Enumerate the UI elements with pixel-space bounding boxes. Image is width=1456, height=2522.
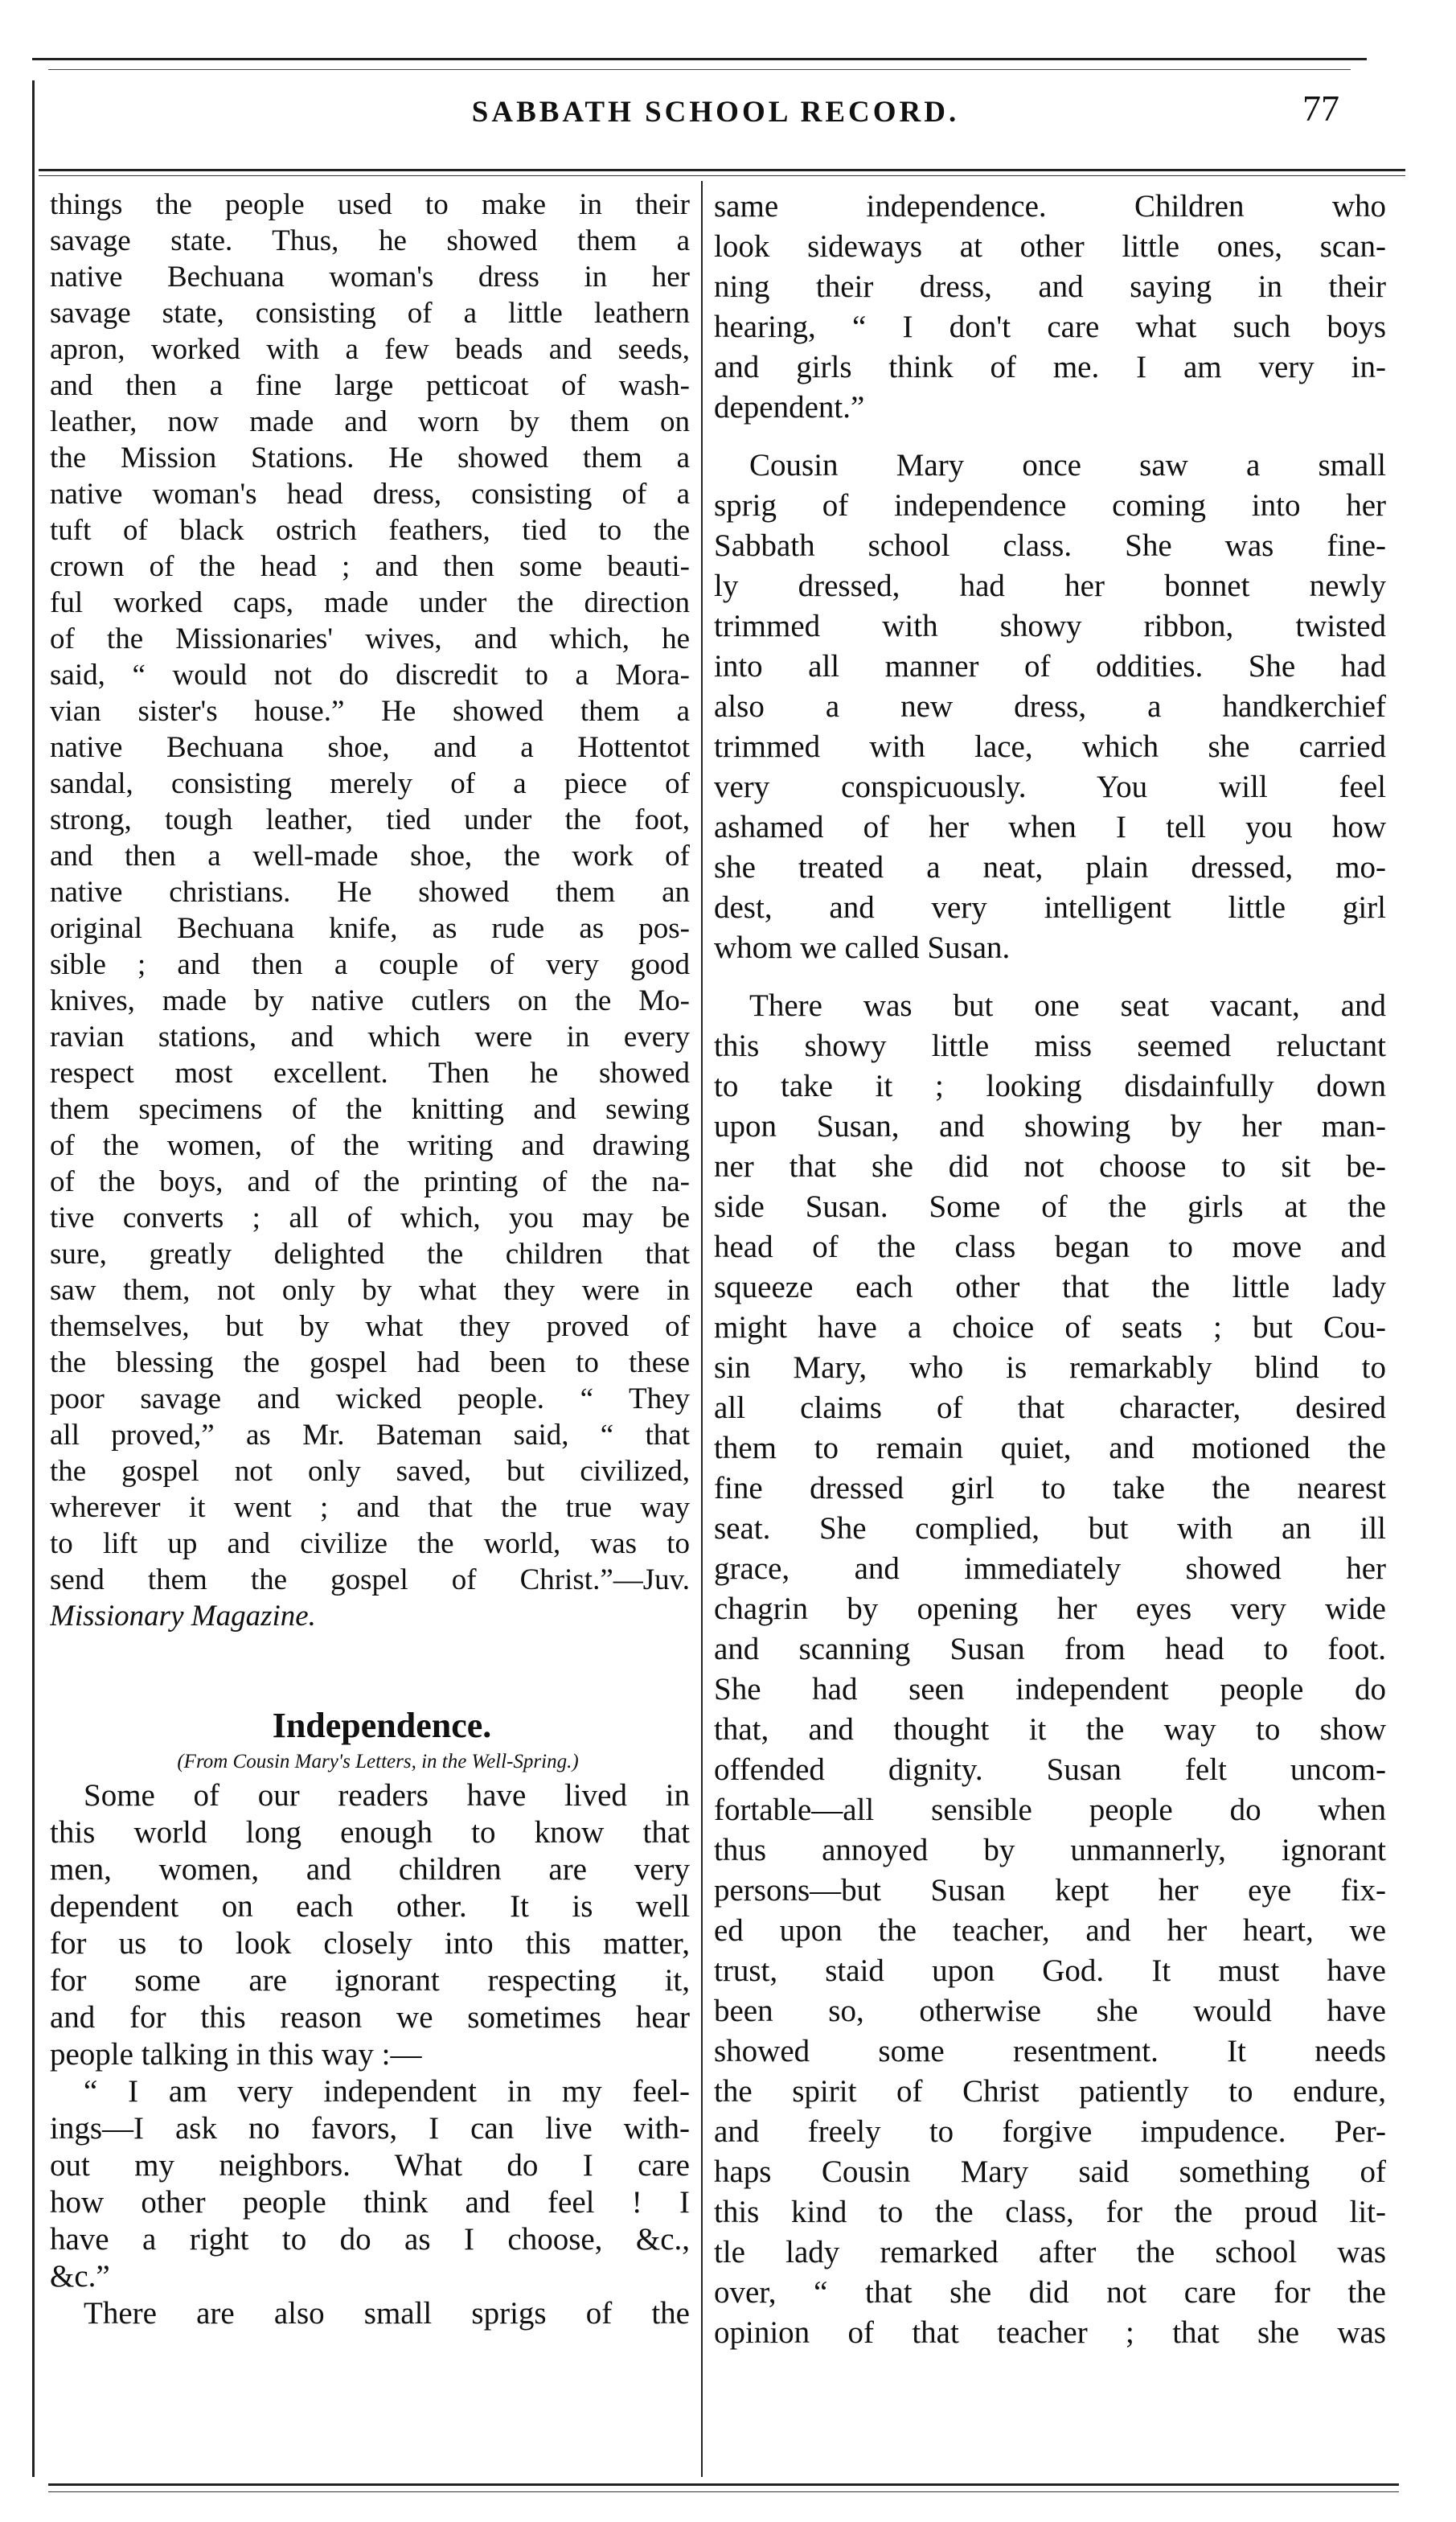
text-line: vian sister's house.” He showed them a xyxy=(50,695,690,728)
text-line: respect most excellent. Then he showed xyxy=(50,1057,690,1090)
text-line: dependent.” xyxy=(714,390,865,425)
text-line: There was but one seat vacant, and xyxy=(749,988,1386,1023)
text-line: side Susan. Some of the girls at the xyxy=(714,1189,1386,1224)
text-line: the spirit of Christ patiently to endure, xyxy=(714,2074,1386,2109)
text-line: men, women, and children are very xyxy=(50,1852,690,1887)
text-line: Cousin Mary once saw a small xyxy=(749,448,1386,483)
left-upper-paragraph xyxy=(50,187,690,1598)
text-line: offended dignity. Susan felt uncom- xyxy=(714,1752,1386,1787)
text-line: thus annoyed by unmannerly, ignorant xyxy=(714,1833,1386,1867)
text-line: over, “ that she did not care for the xyxy=(714,2275,1386,2310)
article-title: Independence. xyxy=(272,1706,492,1745)
text-line: of the women, of the writing and drawing xyxy=(50,1129,690,1162)
text-line: opinion of that teacher ; that she was xyxy=(714,2315,1386,2350)
text-line: to lift up and civilize the world, was to xyxy=(50,1527,690,1560)
text-line: and for this reason we sometimes hear xyxy=(50,2000,690,2035)
text-line: the gospel not only saved, but civilized, xyxy=(50,1455,690,1488)
text-line: tle lady remarked after the school was xyxy=(714,2235,1386,2269)
bottom-border-rule xyxy=(48,2483,1399,2486)
text-line: Some of our readers have lived in xyxy=(84,1778,690,1813)
text-line: knives, made by native cutlers on the Mo- xyxy=(50,984,690,1017)
text-line: fortable—all sensible people do when xyxy=(714,1793,1386,1827)
text-line: all claims of that character, desired xyxy=(714,1390,1386,1425)
header-rule-thin xyxy=(39,175,1405,176)
paragraph-gap xyxy=(714,428,1386,446)
text-line: people talking in this way :— xyxy=(50,2037,422,2072)
text-line: tuft of black ostrich feathers, tied to the xyxy=(50,514,690,547)
text-line: trust, staid upon God. It must have xyxy=(714,1953,1386,1988)
text-line: send them the gospel of Christ.”—Juv. xyxy=(50,1563,690,1596)
text-line: dest, and very intelligent little girl xyxy=(714,890,1386,925)
text-line: for some are ignorant respecting it, xyxy=(50,1963,690,1998)
text-line: upon Susan, and showing by her man- xyxy=(714,1109,1386,1144)
right-paragraph-1 xyxy=(714,187,1386,428)
text-line: seat. She complied, but with an ill xyxy=(714,1511,1386,1546)
header-rule xyxy=(39,169,1405,171)
text-line: native christians. He showed them an xyxy=(50,876,690,909)
text-line: ly dressed, had her bonnet newly xyxy=(714,569,1386,603)
text-line: and freely to forgive impudence. Per- xyxy=(714,2114,1386,2149)
text-line: said, “ would not do discredit to a Mora- xyxy=(50,659,690,692)
text-line: “ I am very independent in my feel- xyxy=(84,2074,690,2109)
text-line: There are also small sprigs of the xyxy=(84,2296,690,2331)
text-line: themselves, but by what they proved of xyxy=(50,1310,690,1343)
text-line: been so, otherwise she would have xyxy=(714,1994,1386,2028)
text-line: ful worked caps, made under the direction xyxy=(50,586,690,619)
right-column xyxy=(714,187,1386,2353)
text-line: sprig of independence coming into her xyxy=(714,488,1386,523)
left-column xyxy=(50,187,690,2332)
text-line: ashamed of her when I tell you how xyxy=(714,810,1386,844)
text-line: saw them, not only by what they were in xyxy=(50,1274,690,1307)
text-line: them specimens of the knitting and sewing xyxy=(50,1093,690,1126)
text-line: strong, tough leather, tied under the foot, xyxy=(50,803,690,836)
signature-line: Missionary Magazine. xyxy=(50,1600,316,1633)
text-line: sin Mary, who is remarkably blind to xyxy=(714,1350,1386,1385)
text-line: native Bechuana woman's dress in her xyxy=(50,261,690,294)
text-line: she treated a neat, plain dressed, mo- xyxy=(714,850,1386,885)
top-border-rule xyxy=(32,58,1367,60)
text-line: and girls think of me. I am very in- xyxy=(714,350,1386,384)
text-line: trimmed with lace, which she carried xyxy=(714,729,1386,764)
left-border-rule xyxy=(32,80,35,2477)
text-line: might have a choice of seats ; but Cou- xyxy=(714,1310,1386,1345)
text-line: &c.” xyxy=(50,2259,110,2294)
text-line: for us to look closely into this matter, xyxy=(50,1926,690,1961)
paragraph-gap xyxy=(714,968,1386,986)
text-line: ings—I ask no favors, I can live with- xyxy=(50,2111,690,2146)
text-line: sible ; and then a couple of very good xyxy=(50,948,690,981)
text-line: haps Cousin Mary said something of xyxy=(714,2154,1386,2189)
text-line: and then a fine large petticoat of wash- xyxy=(50,369,690,402)
text-line: apron, worked with a few beads and seeds, xyxy=(50,333,690,366)
text-line: tive converts ; all of which, you may be xyxy=(50,1201,690,1234)
text-line: squeeze each other that the little lady xyxy=(714,1270,1386,1304)
text-line: same independence. Children who xyxy=(714,189,1386,224)
text-line: and then a well-made shoe, the work of xyxy=(50,840,690,873)
text-line: ed upon the teacher, and her heart, we xyxy=(714,1913,1386,1948)
top-border-rule-thin xyxy=(48,69,1351,70)
text-line: hearing, “ I don't care what such boys xyxy=(714,310,1386,344)
left-lower-paragraphs xyxy=(50,1777,690,2332)
section-gap xyxy=(50,1634,690,1705)
text-line: into all manner of oddities. She had xyxy=(714,649,1386,684)
text-line: out my neighbors. What do I care xyxy=(50,2148,690,2183)
right-paragraph-2 xyxy=(714,446,1386,968)
text-line: sandal, consisting merely of a piece of xyxy=(50,767,690,800)
text-line: dependent on each other. It is well xyxy=(50,1889,690,1924)
text-line: things the people used to make in their xyxy=(50,188,690,221)
text-line: wherever it went ; and that the true way xyxy=(50,1491,690,1524)
text-line: persons—but Susan kept her eye fix- xyxy=(714,1873,1386,1908)
text-line: She had seen independent people do xyxy=(714,1672,1386,1707)
text-line: to take it ; looking disdainfully down xyxy=(714,1069,1386,1103)
text-line: ravian stations, and which were in every xyxy=(50,1021,690,1054)
text-line: sure, greatly delighted the children that xyxy=(50,1238,690,1271)
text-line: savage state. Thus, he showed them a xyxy=(50,224,690,257)
text-line: trimmed with showy ribbon, twisted xyxy=(714,609,1386,643)
text-line: of the boys, and of the printing of the na- xyxy=(50,1165,690,1198)
text-line: chagrin by opening her eyes very wide xyxy=(714,1592,1386,1626)
text-line: this showy little miss seemed reluctant xyxy=(714,1029,1386,1063)
bottom-border-rule-thin xyxy=(48,2491,1399,2492)
text-line: whom we called Susan. xyxy=(714,930,1011,965)
text-line: ning their dress, and saying in their xyxy=(714,269,1386,304)
text-line: ner that she did not choose to sit be- xyxy=(714,1149,1386,1184)
running-head: SABBATH SCHOOL RECORD. xyxy=(471,96,960,129)
text-line: fine dressed girl to take the nearest xyxy=(714,1471,1386,1505)
text-line: all proved,” as Mr. Bateman said, “ that xyxy=(50,1419,690,1452)
text-line: also a new dress, a handkerchief xyxy=(714,689,1386,724)
text-line: have a right to do as I choose, &c., xyxy=(50,2222,690,2257)
text-line: showed some resentment. It needs xyxy=(714,2034,1386,2068)
right-paragraph-3 xyxy=(714,986,1386,2353)
text-line: original Bechuana knife, as rude as pos- xyxy=(50,912,690,945)
text-line: that, and thought it the way to show xyxy=(714,1712,1386,1747)
text-line: how other people think and feel ! I xyxy=(50,2185,690,2220)
text-line: very conspicuously. You will feel xyxy=(714,770,1386,804)
text-line: the Mission Stations. He showed them a xyxy=(50,442,690,474)
column-divider xyxy=(701,181,703,2477)
text-line: leather, now made and worn by them on xyxy=(50,405,690,438)
text-line: Sabbath school class. She was fine- xyxy=(714,528,1386,563)
text-line: grace, and immediately showed her xyxy=(714,1551,1386,1586)
text-line: native Bechuana shoe, and a Hottentot xyxy=(50,731,690,764)
text-line: look sideways at other little ones, scan- xyxy=(714,229,1386,264)
text-line: this world long enough to know that xyxy=(50,1815,690,1850)
text-line: native woman's head dress, consisting of a xyxy=(50,478,690,511)
text-line: head of the class began to move and xyxy=(714,1230,1386,1264)
text-line: savage state, consisting of a little leathern xyxy=(50,297,690,330)
page-number: 77 xyxy=(1302,88,1339,129)
text-line: the blessing the gospel had been to these xyxy=(50,1346,690,1379)
text-line: this kind to the class, for the proud lit- xyxy=(714,2195,1386,2229)
text-line: crown of the head ; and then some beauti- xyxy=(50,550,690,583)
text-line: of the Missionaries' wives, and which, he xyxy=(50,622,690,655)
text-line: them to remain quiet, and motioned the xyxy=(714,1431,1386,1465)
text-line: poor savage and wicked people. “ They xyxy=(50,1382,690,1415)
text-line: and scanning Susan from head to foot. xyxy=(714,1632,1386,1666)
article-source: (From Cousin Mary's Letters, in the Well-Spring.) xyxy=(177,1751,579,1772)
